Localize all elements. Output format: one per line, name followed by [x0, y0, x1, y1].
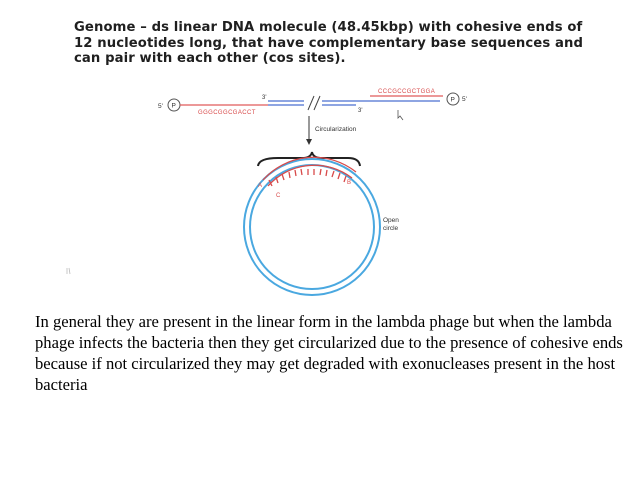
open-circle-label-line1: Open: [383, 217, 399, 224]
circle-label-3: C: [276, 193, 281, 199]
break-mark-1: [308, 96, 314, 110]
faint-mark: [67, 268, 70, 274]
open-circle-label-line2: circle: [383, 225, 399, 232]
break-mark-2: [314, 96, 320, 110]
circularization-arrowhead: [306, 139, 312, 145]
right-5prime-label: 5': [462, 96, 467, 103]
bottom-right-3prime-label: 3': [358, 108, 363, 114]
right-phosphate-label: P: [450, 96, 455, 104]
circle-inner-strand: [250, 165, 374, 289]
circularization-label: Circularization: [315, 126, 357, 133]
circle-label-1: A: [258, 183, 263, 189]
cohesive-end-pairing: [263, 157, 356, 186]
body-paragraph: In general they are present in the linear form in the lambda phage but when the lambda phage infects the bacteria then they get circularized due to the presence of cohesive ends because if not circularized they may get degraded with exonucleases present in the host bacteria: [35, 312, 623, 394]
cursor-mark: [398, 110, 403, 120]
bottom-strand-sequence: GGGCGGCGACCT: [198, 110, 256, 116]
circle-label-2: B: [347, 180, 352, 186]
left-5prime-label: 5': [158, 103, 163, 110]
slide-heading: Genome – ds linear DNA molecule (48.45kbp) with cohesive ends of 12 nucleotides long, that have complementary base sequences and can pair with each other (cos sites).: [74, 20, 584, 66]
left-phosphate-label: P: [171, 102, 176, 110]
top-strand-sequence: CCCGCCGCTGGA: [378, 89, 436, 95]
top-left-3prime-label: 3': [262, 95, 267, 101]
